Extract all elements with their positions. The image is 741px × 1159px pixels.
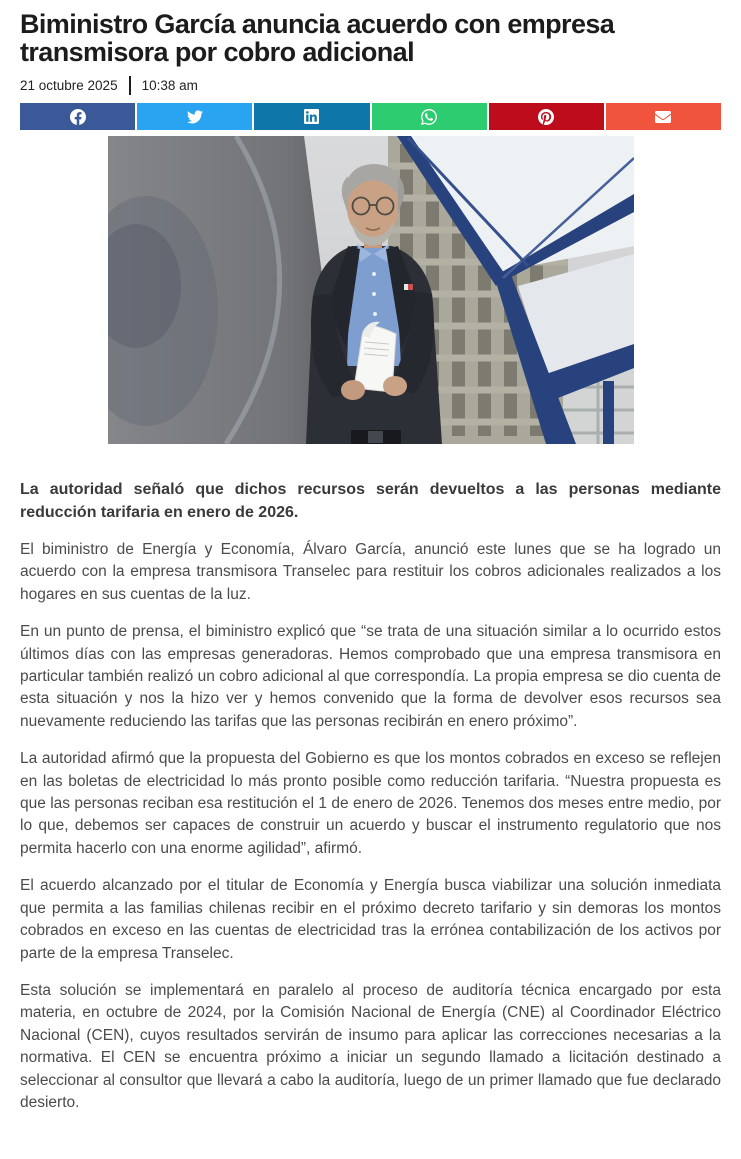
facebook-icon xyxy=(70,109,86,125)
share-whatsapp-button[interactable] xyxy=(372,103,487,130)
article-paragraph: Esta solución se implementará en paralelo al proceso de auditoría técnica encargado por esta materia, en octubre de 2024, por la Comisión Nacional de Energía (CNE) al Coordinador Eléctrico Nacional (CEN), cuyos resultados servirán de insumo para aplicar las correcciones necesarias a la normativa. El CEN se encuentra próximo a iniciar un segundo llamado a licitación destinado a seleccionar al consultor que llevará a cabo la auditoría, luego de un primer llamado que fue declarado desierto. xyxy=(20,981,721,1111)
linkedin-icon xyxy=(304,109,319,124)
article-paragraph: El biministro de Energía y Economía, Álvaro García, anunció este lunes que se ha logrado un acuerdo con la empresa transmisora Transelec para restituir los cobros adicionales realizados a los hogares en sus cuentas de la luz. xyxy=(20,541,721,603)
twitter-icon xyxy=(187,109,203,125)
email-icon xyxy=(655,109,671,125)
share-email-button[interactable] xyxy=(606,103,721,130)
share-pinterest-button[interactable] xyxy=(489,103,604,130)
article-paragraph: La autoridad afirmó que la propuesta del Gobierno es que los montos cobrados en exceso se reflejen en las boletas de electricidad lo más pronto posible como reducción tarifaria. “Nuestra propuesta es que las personas reciban esa restitución el 1 de enero de 2026. Tenemos dos meses entre medio, por lo que, debemos ser capaces de construir un acuerdo y buscar el instrumento regulatorio que nos permita hacerlo con una enorme agilidad”, afirmó. xyxy=(20,750,721,857)
share-twitter-button[interactable] xyxy=(137,103,252,130)
article-photo-illustration xyxy=(108,136,634,444)
article-paragraph: El acuerdo alcanzado por el titular de Economía y Energía busca viabilizar una solución inmediata que permita a las familias chilenas recibir en el próximo decreto tarifario y sin demoras los montos cobrados en exceso en las cuentas de electricidad tras la errónea contabilización de los activos por parte de la empresa Transelec. xyxy=(20,877,721,962)
meta-divider xyxy=(129,76,131,95)
article-photo xyxy=(20,136,721,444)
article-paragraph: En un punto de prensa, el biministro explicó que “se trata de una situación similar a lo ocurrido estos últimos días con las empresas generadoras. Hemos comprobado que una empresa transmisora en particular también realizó un cobro adicional al que correspondía. La propia empresa se dio cuenta de esta situación y nos la hizo ver y hemos convenido que la forma de devolver esos recursos sea nuevamente reduciendo las tarifas que las personas recibirán en enero próximo”. xyxy=(20,623,721,730)
share-linkedin-button[interactable] xyxy=(254,103,369,130)
share-button-row xyxy=(20,103,721,130)
whatsapp-icon xyxy=(421,109,437,125)
article-meta xyxy=(20,76,721,95)
article-date: 21 octubre 2025 xyxy=(20,78,118,93)
share-facebook-button[interactable] xyxy=(20,103,135,130)
page-title: Biministro García anuncia acuerdo con empresa transmisora por cobro adicional xyxy=(20,9,615,67)
article-lead: La autoridad señaló que dichos recursos serán devueltos a las personas mediante reducción tarifaria en enero de 2026. xyxy=(20,481,721,521)
article-time: 10:38 am xyxy=(141,78,198,93)
pinterest-icon xyxy=(538,109,554,125)
